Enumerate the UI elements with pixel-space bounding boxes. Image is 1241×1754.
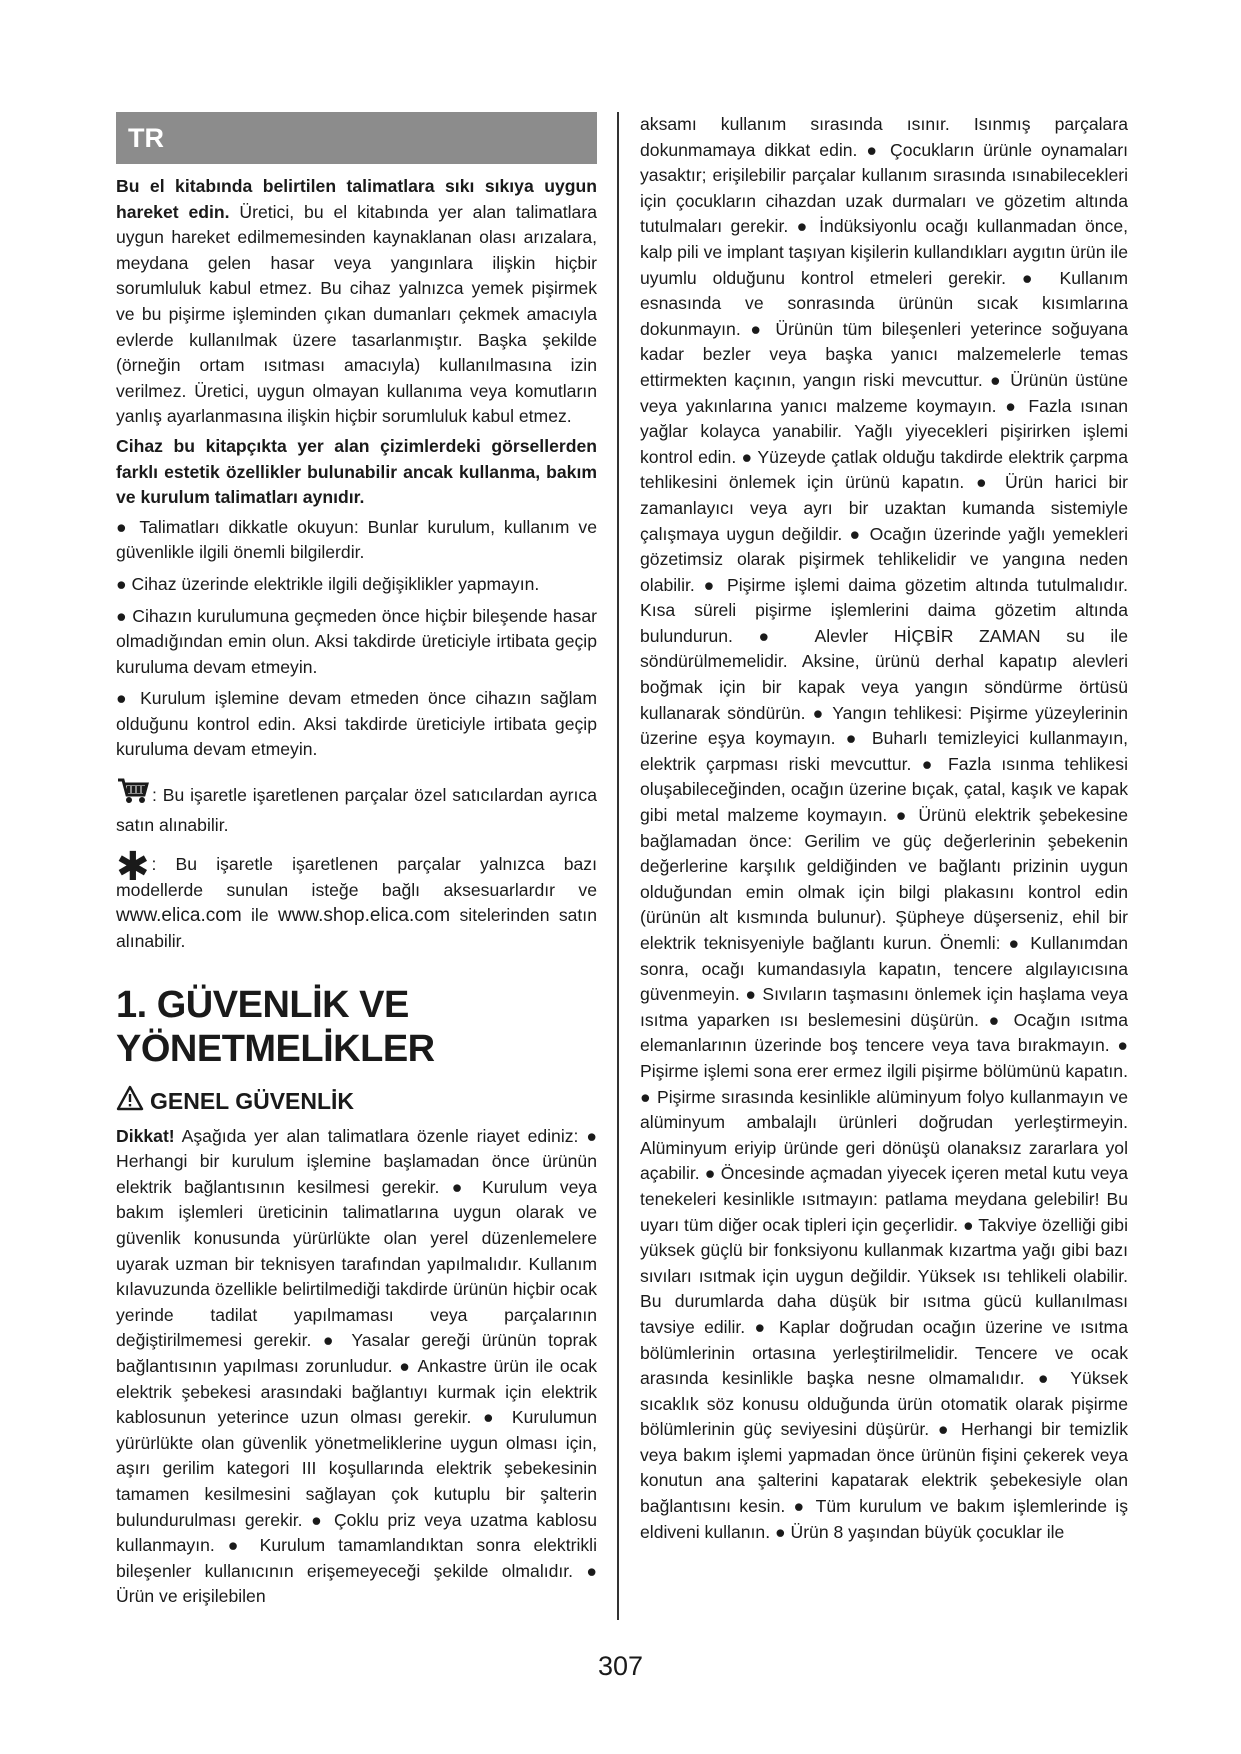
intro-text: Üretici, bu el kitabında yer alan talimatlara uygun hareket edilmemesinden kaynaklanan olası arızalara, meydana gelen hasar veya yangınlara ilişkin hiçbir sorumluluk kabul etmez. Bu cihaz yalnızca yemek pişirmek ve bu pişirme işleminden çıkan dumanları çekmek amacıyla evlerde kullanılmak üzere tasarlanmıştır. Başka şekilde (örneğin ortam ısıtması amacıyla) kullanılmasına izin verilmez. Üretici, uygun olmayan kullanıma veya komutların yanlış ayarlanmasına ilişkin hiçbir sorumluluk kabul etmez. (116, 201, 597, 427)
subsection-title (116, 1085, 597, 1118)
notice-paragraph: Cihaz bu kitapçıkta yer alan çizimlerdeki görsellerden farklı estetik özellikler bulunabilir ancak kullanma, bakım ve kurulum talimatları aynıdır. (116, 435, 597, 508)
right-column (640, 112, 1128, 1632)
page-number: 307 (597, 1651, 644, 1681)
star-symbol-note (116, 845, 597, 954)
star-note-mid: ile (241, 905, 278, 926)
section-title (116, 983, 597, 1071)
left-column (116, 112, 597, 1632)
intro-paragraph (116, 174, 597, 430)
star-note-pre: : Bu işaretle işaretlenen parçalar yalnızca bazı modellerde sunulan isteğe bağlı aksesuarlardır ve (116, 854, 597, 900)
cart-note-text: : Bu işaretle işaretlenen parçalar özel satıcılardan ayrıca satın alınabilir. (116, 785, 597, 835)
bullet-item: ● Cihaz üzerinde elektrikle ilgili değişiklikler yapmayın. (116, 573, 540, 594)
section-title-line2: YÖNETMELİKLER (116, 1027, 435, 1070)
intro-bold: Bu el kitabında belirtilen talimatlara sıkı sıkıya uygun hareket edin. (116, 176, 597, 222)
language-header-bar (116, 112, 597, 164)
cart-symbol-note (116, 777, 597, 838)
attention-text: Aşağıda yer alan talimatlara özenle riayet ediniz: ● Herhangi bir kurulum işlemine başlamadan önce ürünün elektrik bağlantısının kesilmesi gerekir. ● Kurulum veya bakım işlemleri üreticinin talimatlarına uygun olarak ve güvenlik konusunda yürürlükte olan yerel düzenlemelere uyarak uzman bir teknisyen tarafından yapılmalıdır. Kullanım kılavuzunda özellikle belirtilmediği takdirde ürünün hiçbir ocak yerinde tadilat yapılmaması veya parçalarının değiştirilmemesi gerekir. ● Yasalar gereği ürünün toprak bağlantısının yapılması zorunludur. ● Ankastre ürün ile ocak elektrik şebekesi arasındaki bağlantıyı kurmak için elektrik kablosunun yeterince uzun olması gerekir. ● Kurulumun yürürlükte olan güvenlik yönetmeliklerine uygun olması için, aşırı gerilim kategori III koşullarında elektrik şebekesinin tamamen kesilmesini sağlayan çok kutuplu bir şalterin bulundurulması gerekir. ● Çoklu priz veya uzatma kablosu kullanmayın. ● Kurulum tamamlandıktan sonra elektrikli bileşenler kullanıcının erişemeyeceği şekilde olmalıdır. ● Ürün ve erişilebilen (116, 1125, 597, 1607)
column-divider (617, 112, 619, 1620)
shopping-cart-icon (116, 777, 150, 813)
attention-paragraph (116, 1124, 597, 1610)
attention-label: Dikkat! (116, 1125, 175, 1146)
safety-continued-paragraph: aksamı kullanım sırasında ısınır. Isınmış parçalara dokunmamaya dikkat edin. ● Çocukların ürünle oynamaları yasaktır; erişilebilir parçalar kullanım sırasında ısınabilecekleri için çocukların cihazdan uzak durmaları ve gözetim altında tutulmaları gerekir. ● İndüksiyonlu ocağı kullanmadan önce, kalp pili ve implant taşıyan kişilerin kullandıkları aygıtın ürün ile uyumlu olduğunu kontrol etmeleri gerekir. ● Kullanım esnasında ve sonrasında ürünün sıcak kısımlarına dokunmayın. ● Ürünün tüm bileşenleri yeterince soğuyana kadar bezler veya başka yanıcı malzemelerle temas ettirmekten kaçının, yangın riski mevcuttur. ● Ürünün üstüne veya yakınlarına yanıcı malzeme koymayın. ● Fazla ısınan yağlar kolayca yanabilir. Yağlı yiyecekleri pişirirken işlemi kontrol edin. ● Yüzeyde çatlak olduğu takdirde elektrik çarpma tehlikesini önlemek için ürünü kapatın. ● Ürün harici bir zamanlayıcı veya ayrı bir uzaktan kumanda sistemiyle çalışmaya uygun değildir. ● Ocağın üzerinde yağlı yemekleri gözetimsiz olarak pişirmek tehlikelidir ve yangına neden olabilir. ● Pişirme işlemi daima gözetim altında tutulmalıdır. Kısa süreli pişirme işlemlerini daima gözetim altında bulundurun. ● Alevler HİÇBİR ZAMAN su ile söndürülmemelidir. Aksine, ürünü derhal kapatıp alevleri boğmak için bir kapak veya yangın söndürme örtüsü kullanarak söndürün. ● Yangın tehlikesi: Pişirme yüzeylerinin üzerine eşya koymayın. ● Buharlı temizleyici kullanmayın, elektrik çarpması riski mevcuttur. ● Fazla ısınma tehlikesi oluşabileceğinden, ocağın üzerine bıçak, çatal, kaşık ve kapak gibi metal malzeme koymayın. ● Ürünü elektrik şebekesine bağlamadan önce: Gerilim ve güç değerlerinin şebekenin değerlerine karşılık geldiğinden ve bağlantı prizinin uygun olduğundan emin olmak için bilgi plakasını kontrol edin (ürünün alt kısmında bulunur). Şüpheye düşerseniz, ehil bir elektrik teknisyeniyle bağlantı kurun. Önemli: ● Kullanımdan sonra, ocağı kumandasıyla kapatın, tencere algılayıcısına güvenmeyin. ● Sıvıların taşmasını önlemek için haşlama veya ısıtma yaparken ısı beslemesini düşürün. ● Ocağın ısıtma elemanlarının üzerinde boş tencere veya tava bırakmayın. ● Pişirme işlemi sona erer ermez ilgili pişirme bölümünü kapatın. ● Pişirme sırasında kesinlikle alüminyum folyo kullanmayın ve alüminyum ambalajlı ürünleri doğrudan yerleştirmeyin. Alüminyum eriyip üründe geri dönüşü olanaksız zararlara yol açabilir. ● Öncesinde açmadan yiyecek içeren metal kutu veya tenekeleri kesinlikle ısıtmayın: patlama meydana gelebilir! Bu uyarı tüm diğer ocak tipleri için geçerlidir. ● Takviye özelliği gibi yüksek güçlü bir fonksiyonu kullanmak kızartma yağı gibi bazı sıvıları ısıtmak için uygun değildir. Yüksek ısı tehlikeli olabilir. Bu durumlarda daha düşük bir ısıtma gücü kullanılması tavsiye edilir. ● Kaplar doğrudan ocağın üzerine ve ısıtma bölümlerinin ortasına yerleştirilmelidir. Tencere ve ocak arasında kesinlikle başka nesne olmamalıdır. ● Yüksek sıcaklık söz konusu olduğunda ürün otomatik olarak pişirme bölümlerinin güç seviyesini düşürür. ● Herhangi bir temizlik veya bakım işlemi yapmadan önce ürünün fişini çekerek veya konutun ana şalterini kapatarak elektrik şebekesiyle olan bağlantısını kesin. ● Tüm kurulum ve bakım işlemlerinde iş eldiveni kullanın. ● Ürün 8 yaşından büyük çocuklar ile (640, 114, 1128, 1542)
asterisk-icon: ✱ (116, 845, 150, 890)
language-code: TR (128, 123, 164, 153)
section-title-line1: 1. GÜVENLİK VE (116, 983, 409, 1026)
star-note-post: sitelerinden satın alınabilir. (116, 905, 597, 952)
bullet-item: ● Talimatları dikkatle okuyun: Bunlar kurulum, kullanım ve güvenlikle ilgili önemli bilgilerdir. (116, 516, 597, 563)
bullet-item: ● Kurulum işlemine devam etmeden önce cihazın sağlam olduğunu kontrol edin. Aksi takdirde üreticiyle irtibata geçip kuruluma devam etmeyin. (116, 688, 597, 760)
subsection-title-text: GENEL GÜVENLİK (150, 1088, 355, 1115)
website-link-elica[interactable]: www.elica.com (116, 905, 242, 927)
website-link-shop-elica[interactable]: www.shop.elica.com (278, 905, 451, 927)
warning-triangle-icon (116, 1085, 150, 1118)
bullet-item: ● Cihazın kurulumuna geçmeden önce hiçbir bileşende hasar olmadığından emin olun. Aksi takdirde üreticiyle irtibata geçip kuruluma devam etmeyin. (116, 605, 597, 677)
